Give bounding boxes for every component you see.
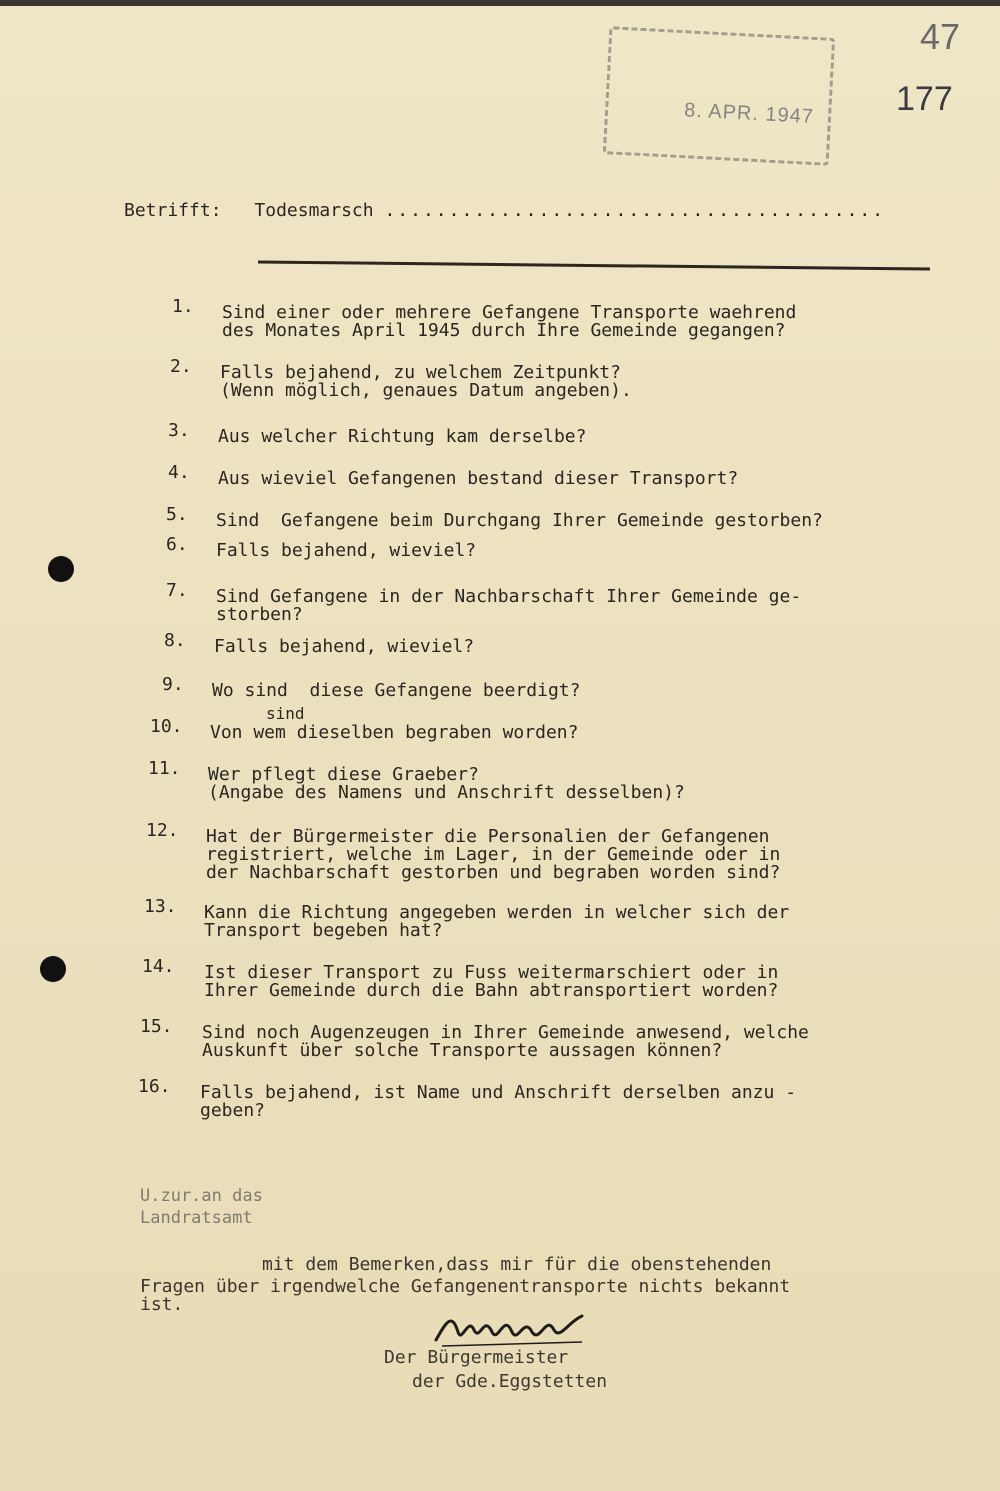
- question-text: Sind Gefangene beim Durchgang Ihrer Gemeinde gestorben?: [216, 510, 823, 531]
- received-stamp: [603, 26, 835, 166]
- question-text: Sind Gefangene in der Nachbarschaft Ihrer Gemeinde ge-: [216, 586, 802, 607]
- question-text: Auskunft über solche Transporte aussagen können?: [202, 1040, 723, 1061]
- question-number: 4.: [168, 462, 190, 483]
- handwritten-signature: [432, 1302, 592, 1352]
- question-text: Kann die Richtung angegeben werden in welcher sich der: [204, 902, 790, 923]
- question-text: Sind noch Augenzeugen in Ihrer Gemeinde anwesend, welche: [202, 1022, 809, 1043]
- question-text: Sind einer oder mehrere Gefangene Transporte waehrend: [222, 302, 797, 323]
- question-text: storben?: [216, 604, 303, 625]
- routing-line-2: Landratsamt: [140, 1208, 253, 1228]
- question-text: Von wem dieselben begraben worden?: [210, 722, 579, 743]
- divider-rule: [258, 260, 930, 270]
- closing-line-3: ist.: [140, 1294, 184, 1315]
- question-number: 6.: [166, 534, 188, 555]
- question-text: der Nachbarschaft gestorben und begraben worden sind?: [206, 862, 781, 883]
- question-number: 12.: [146, 820, 179, 841]
- question-number: 7.: [166, 580, 188, 601]
- question-number: 13.: [144, 896, 177, 917]
- question-text: registriert, welche im Lager, in der Gemeinde oder in: [206, 844, 781, 865]
- question-number: 15.: [140, 1016, 173, 1037]
- question-number: 11.: [148, 758, 181, 779]
- subject-value: Todesmarsch: [254, 200, 374, 221]
- question-text: Transport begeben hat?: [204, 920, 443, 941]
- signature-title: Der Bürgermeister: [384, 1347, 569, 1368]
- pencil-mark: 47: [920, 16, 961, 57]
- question-text: Hat der Bürgermeister die Personalien der Gefangenen: [206, 826, 770, 847]
- folio-number: 177: [896, 80, 953, 118]
- question-text: Falls bejahend, wieviel?: [216, 540, 477, 561]
- subject-label: Betrifft:: [124, 200, 222, 221]
- question-text: (Angabe des Namens und Anschrift desselben)?: [208, 782, 685, 803]
- question-text: Aus wieviel Gefangenen bestand dieser Transport?: [218, 468, 739, 489]
- scan-top-edge: [0, 0, 1000, 6]
- question-text: Ihrer Gemeinde durch die Bahn abtransportiert worden?: [204, 980, 779, 1001]
- question-number: 1.: [172, 296, 194, 317]
- question-number: 10.: [150, 716, 183, 737]
- closing-line-1: mit dem Bemerken,dass mir für die obenstehenden: [262, 1254, 772, 1275]
- question-number: 14.: [142, 956, 175, 977]
- question-text: Falls bejahend, wieviel?: [214, 636, 475, 657]
- question-number: 3.: [168, 420, 190, 441]
- question-text: Ist dieser Transport zu Fuss weitermarschiert oder in: [204, 962, 779, 983]
- closing-line-2: Fragen über irgendwelche Gefangenentransporte nichts bekannt: [140, 1276, 791, 1297]
- question-text: Wer pflegt diese Graeber?: [208, 764, 479, 785]
- question-text: Wo sind diese Gefangene beerdigt?: [212, 680, 581, 701]
- question-number: 8.: [164, 630, 186, 651]
- inserted-word: sind: [266, 704, 305, 723]
- signature-block: [384, 1346, 607, 1394]
- subject-line: [124, 200, 885, 221]
- question-text: Falls bejahend, ist Name und Anschrift derselben anzu -: [200, 1082, 797, 1103]
- signature-municipality: der Gde.Eggstetten: [412, 1371, 608, 1392]
- punch-hole-bottom: [40, 956, 66, 982]
- question-number: 9.: [162, 674, 184, 695]
- question-text: Aus welcher Richtung kam derselbe?: [218, 426, 587, 447]
- stamp-date: 8. APR. 1947: [683, 99, 815, 128]
- question-number: 2.: [170, 356, 192, 377]
- question-text: des Monates April 1945 durch Ihre Gemeinde gegangen?: [222, 320, 786, 341]
- question-number: 16.: [138, 1076, 171, 1097]
- question-text: geben?: [200, 1100, 266, 1121]
- punch-hole-top: [48, 556, 74, 582]
- routing-line-1: U.zur.an das: [140, 1186, 263, 1206]
- question-text: (Wenn möglich, genaues Datum angeben).: [220, 380, 632, 401]
- question-number: 5.: [166, 504, 188, 525]
- question-text: Falls bejahend, zu welchem Zeitpunkt?: [220, 362, 621, 383]
- subject-dots: .......................................: [384, 200, 886, 221]
